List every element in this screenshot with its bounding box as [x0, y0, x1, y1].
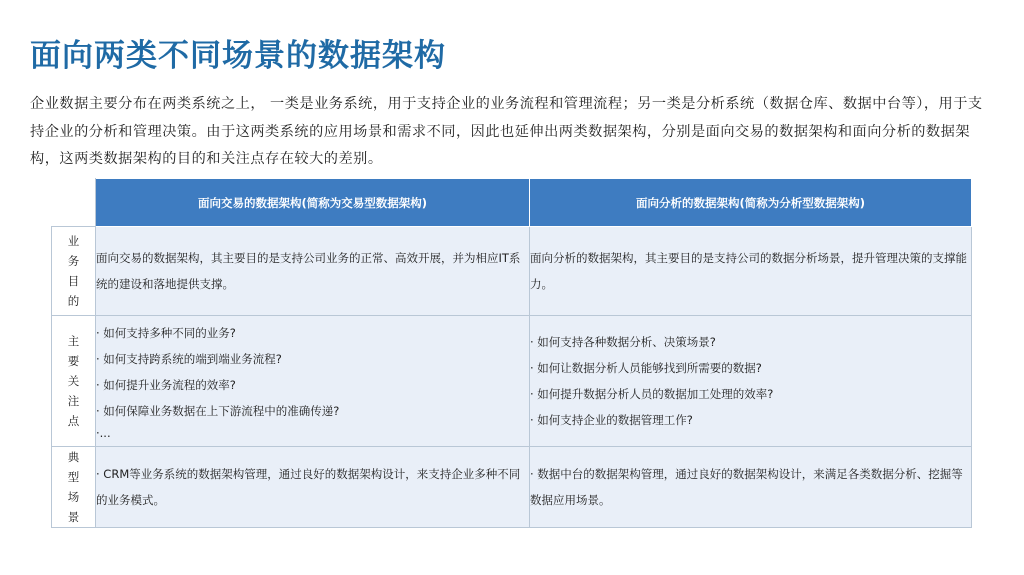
row-label: 业务目的	[67, 234, 80, 308]
cell-focus-transaction	[96, 316, 530, 447]
list-item: · 如何提升数据分析人员的数据加工处理的效率?	[530, 387, 774, 401]
cell-goal-transaction: 面向交易的数据架构，其主要目的是支持公司业务的正常、高效开展，并为相应IT系统的建设和落地提供支撑。	[96, 227, 530, 316]
table-row	[52, 316, 972, 447]
row-header-focus	[52, 316, 96, 447]
column-header-transaction: 面向交易的数据架构(简称为交易型数据架构)	[96, 179, 530, 227]
list-item: · 如何支持多种不同的业务?	[96, 326, 236, 340]
table-corner-cell	[52, 179, 96, 227]
list-item: ·...	[96, 426, 111, 440]
row-label: 主要关注点	[67, 334, 80, 428]
table-row	[52, 227, 972, 316]
cell-scene-transaction: · CRM等业务系统的数据架构管理，通过良好的数据架构设计，来支持企业多种不同的业务模式。	[96, 447, 530, 528]
list-item: · 如何让数据分析人员能够找到所需要的数据?	[530, 361, 762, 375]
cell-focus-analysis	[530, 316, 972, 447]
cell-scene-analysis: · 数据中台的数据架构管理，通过良好的数据架构设计，来满足各类数据分析、挖掘等数据应用场景。	[530, 447, 972, 528]
list-item: · 如何保障业务数据在上下游流程中的准确传递?	[96, 404, 340, 418]
row-label: 典型场景	[67, 450, 80, 524]
table-row	[52, 447, 972, 528]
column-header-analysis: 面向分析的数据架构(简称为分析型数据架构)	[530, 179, 972, 227]
list-item: · 如何支持企业的数据管理工作?	[530, 413, 693, 427]
intro-paragraph: 企业数据主要分布在两类系统之上， 一类是业务系统，用于支持企业的业务流程和管理流程；另一类是分析系统（数据仓库、数据中台等），用于支持企业的分析和管理决策。由于这两类系统的应用场景和需求不同，因此也延伸出两类数据架构，分别是面向交易的数据架构和面向分析的数据架构，这两类数据架构的目的和关注点存在较大的差别。	[30, 96, 983, 167]
comparison-table	[51, 178, 972, 528]
list-item: · 如何支持各种数据分析、决策场景?	[530, 335, 716, 349]
row-header-scene	[52, 447, 96, 528]
list-item: · 如何提升业务流程的效率?	[96, 378, 236, 392]
table-header-row	[52, 179, 972, 227]
cell-goal-analysis: 面向分析的数据架构，其主要目的是支持公司的数据分析场景，提升管理决策的支撑能力。	[530, 227, 972, 316]
row-header-goal	[52, 227, 96, 316]
page-title: 面向两类不同场景的数据架构	[30, 38, 446, 74]
list-item: · 如何支持跨系统的端到端业务流程?	[96, 352, 282, 366]
